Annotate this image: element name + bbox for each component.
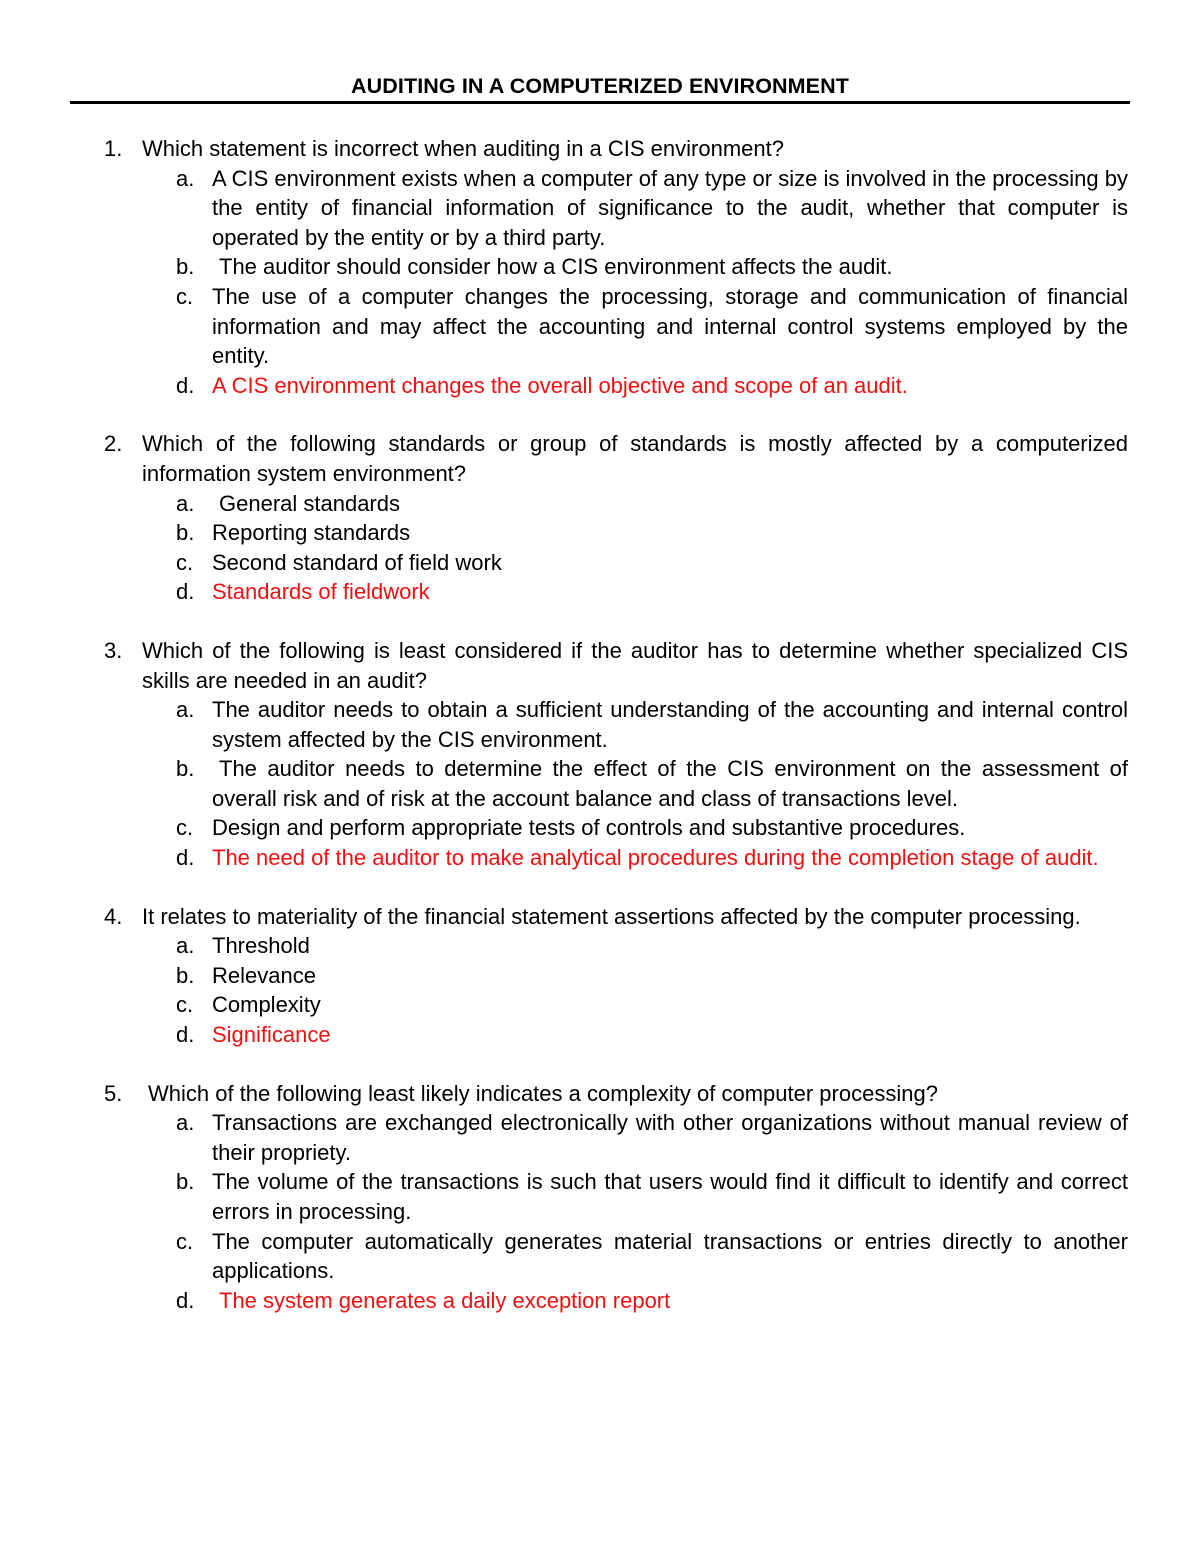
question-4	[0, 902, 1200, 1050]
question-number: 3.	[104, 637, 123, 663]
option-letter: b.	[176, 962, 195, 988]
option-letter: b.	[176, 1169, 195, 1195]
correct-answer-text: Standards of fieldwork	[212, 579, 430, 605]
option-text: The auditor needs to obtain a sufficient understanding of the accounting and internal control system affected by the CIS environment.	[212, 697, 1128, 752]
option-text: Reporting standards	[212, 520, 411, 546]
option-text: Complexity	[212, 992, 321, 1018]
option-d	[0, 577, 1200, 607]
option-a	[0, 489, 1200, 519]
option-list	[0, 931, 1200, 1049]
option-b	[0, 961, 1200, 991]
option-letter: a.	[176, 165, 195, 191]
option-letter: c.	[176, 1228, 194, 1254]
option-text: Threshold	[212, 933, 310, 959]
option-text: Design and perform appropriate tests of controls and substantive procedures.	[212, 815, 966, 841]
option-c	[0, 813, 1200, 843]
question-1	[0, 134, 1200, 400]
option-c	[0, 282, 1200, 371]
option-text: The use of a computer changes the processing, storage and communication of financial information and may affect the accounting and internal control systems employed by the entity.	[212, 283, 1128, 369]
option-list	[0, 164, 1200, 401]
question-3	[0, 636, 1200, 873]
option-letter: a.	[176, 1110, 195, 1136]
option-list	[0, 1108, 1200, 1315]
option-letter: c.	[176, 992, 194, 1018]
question-2	[0, 429, 1200, 607]
question-text: It relates to materiality of the financial statement assertions affected by the computer processing.	[142, 903, 1081, 929]
option-letter: b.	[176, 254, 195, 280]
document-title: AUDITING IN A COMPUTERIZED ENVIRONMENT	[351, 74, 849, 98]
question-number: 1.	[104, 136, 123, 161]
option-a	[0, 931, 1200, 961]
question-text: Which of the following least likely indicates a complexity of computer processing?	[148, 1080, 938, 1106]
option-d	[0, 1286, 1200, 1316]
option-d	[0, 1020, 1200, 1050]
option-text: A CIS environment exists when a computer of any type or size is involved in the processing by the entity of financial information of significance to the audit, whether that computer is operated by the entity or by a third party.	[212, 165, 1128, 250]
question-number: 4.	[104, 903, 123, 929]
question-5	[0, 1079, 1200, 1316]
option-c	[0, 990, 1200, 1020]
correct-answer-text: The need of the auditor to make analytical procedures during the completion stage of audit.	[212, 845, 1099, 871]
correct-answer-text: Significance	[212, 1022, 331, 1048]
correct-answer-text: The system generates a daily exception report	[219, 1287, 671, 1313]
question-text: Which of the following standards or group of standards is mostly affected by a computerized information system environment?	[142, 431, 1128, 486]
question-list	[0, 134, 1200, 1344]
option-c	[0, 1227, 1200, 1286]
option-text: General standards	[219, 490, 400, 516]
option-letter: b.	[176, 756, 195, 782]
option-letter: a.	[176, 933, 195, 959]
option-letter: c.	[176, 815, 194, 841]
option-list	[0, 695, 1200, 873]
option-b	[0, 754, 1200, 813]
option-letter: d.	[176, 1287, 195, 1313]
option-a	[0, 164, 1200, 253]
option-list	[0, 489, 1200, 607]
option-d	[0, 843, 1200, 873]
option-text: Relevance	[212, 962, 316, 988]
option-text: The auditor needs to determine the effect of the CIS environment on the assessment of overall risk and of risk at the account balance and class of transactions level.	[212, 756, 1128, 811]
option-letter: a.	[176, 697, 195, 723]
option-a	[0, 695, 1200, 754]
question-number: 2.	[104, 431, 123, 457]
option-letter: d.	[176, 579, 195, 605]
option-letter: b.	[176, 520, 195, 546]
option-text: Transactions are exchanged electronically with other organizations without manual review of their propriety.	[212, 1110, 1128, 1165]
correct-answer-text: A CIS environment changes the overall objective and scope of an audit.	[212, 372, 908, 398]
option-letter: d.	[176, 845, 195, 871]
option-text: The volume of the transactions is such that users would find it difficult to identify and correct errors in processing.	[212, 1169, 1128, 1224]
option-d	[0, 371, 1200, 401]
option-letter: a.	[176, 490, 195, 516]
option-text: Second standard of field work	[212, 549, 502, 575]
option-b	[0, 1167, 1200, 1226]
question-number: 5.	[104, 1080, 123, 1106]
question-text: Which statement is incorrect when auditing in a CIS environment?	[142, 136, 784, 161]
option-letter: c.	[176, 283, 194, 309]
option-letter: d.	[176, 372, 195, 398]
option-text: The auditor should consider how a CIS environment affects the audit.	[219, 254, 893, 280]
option-c	[0, 548, 1200, 578]
option-b	[0, 252, 1200, 282]
option-text: The computer automatically generates material transactions or entries directly to another applications.	[212, 1228, 1128, 1284]
option-letter: d.	[176, 1022, 195, 1048]
question-text: Which of the following is least considered if the auditor has to determine whether specialized CIS skills are needed in an audit?	[142, 637, 1128, 693]
option-letter: c.	[176, 549, 194, 575]
option-b	[0, 518, 1200, 548]
option-a	[0, 1108, 1200, 1167]
title-underline	[70, 101, 1130, 104]
